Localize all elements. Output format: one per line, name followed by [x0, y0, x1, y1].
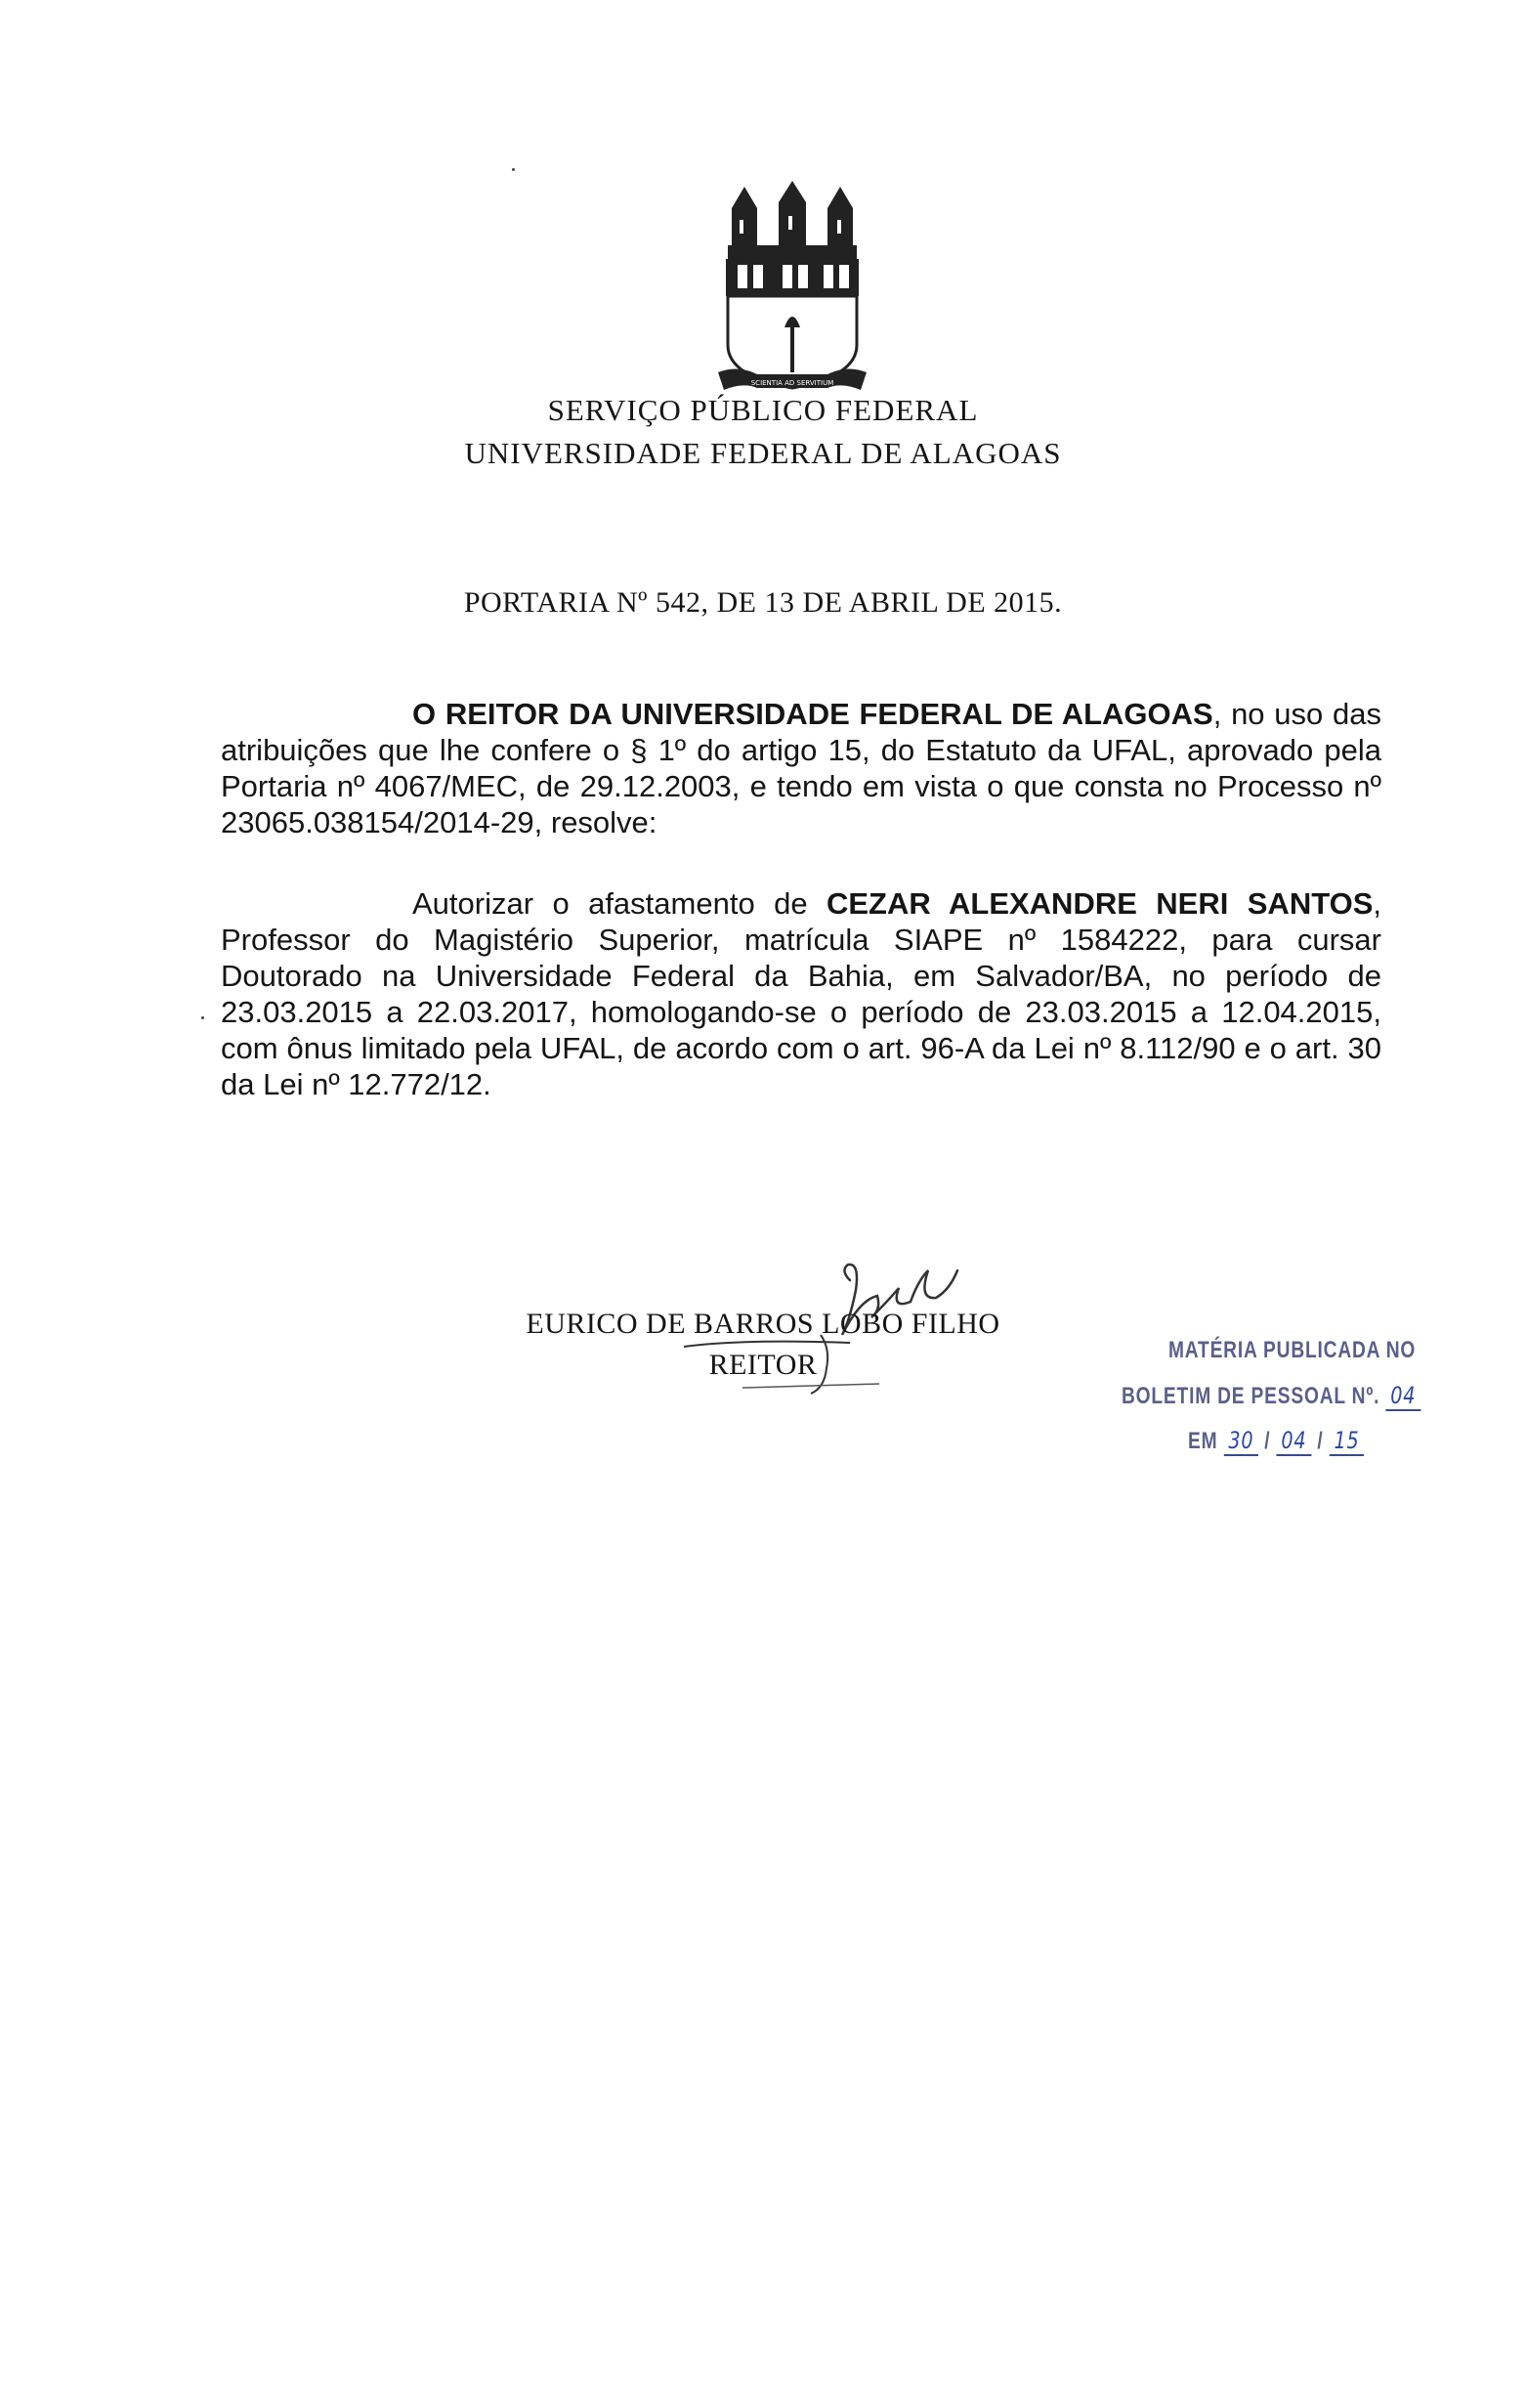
stamp-day: 30	[1224, 1427, 1259, 1456]
scan-speck	[201, 1016, 204, 1019]
reitor-heading: O REITOR DA UNIVERSIDADE FEDERAL DE ALAGOAS	[412, 697, 1213, 731]
stamp-line-3: EM 30 / 04 / 15	[1188, 1427, 1364, 1456]
stamp-line-1: MATÉRIA PUBLICADA NO	[1168, 1337, 1417, 1363]
scan-speck	[512, 168, 515, 171]
ufal-crest-icon	[718, 181, 867, 396]
paragraph-preamble	[221, 696, 1381, 840]
stamp-month: 04	[1277, 1427, 1312, 1456]
publication-stamp	[1122, 1337, 1503, 1484]
servidor-name: CEZAR ALEXANDRE NERI SANTOS	[826, 886, 1374, 921]
portaria-title: PORTARIA Nº 542, DE 13 DE ABRIL DE 2015.	[463, 586, 1063, 619]
stamp-date-label: EM	[1188, 1428, 1218, 1454]
header-line-1: SERVIÇO PÚBLICO FEDERAL	[547, 393, 979, 427]
crest-motto: SCIENTIA AD SERVITIUM	[750, 379, 834, 387]
resolution-text: , Professor do Magistério Superior, matrícula SIAPE nº 1584222, para cursar Doutorado na Universidade Federal da Bahia, em Salvador/BA, no período de 23.03.2015 a 22.03.2017, homologando-se o período de 23.03.2015 a 12.04.2015, com ônus limitado pela UFAL, de acordo com o art. 96-A da Lei nº 8.112/90 e o art. 30 da Lei nº 12.772/12.	[221, 886, 1381, 1101]
resolution-start: Autorizar o afastamento de	[412, 886, 827, 921]
preamble-text: , no uso das atribuições que lhe confere o § 1º do artigo 15, do Estatuto da UFAL, aprovado pela Portaria nº 4067/MEC, de 29.12.2003, e tendo em vista o que consta no Processo nº 23065.038154/2014-29, resolve:	[221, 697, 1381, 839]
stamp-year: 15	[1330, 1427, 1365, 1456]
stamp-boletim-number: 04	[1385, 1382, 1420, 1411]
paragraph-resolution	[221, 885, 1381, 1102]
header-line-2: UNIVERSIDADE FEDERAL DE ALAGOAS	[464, 436, 1062, 470]
stamp-boletim-label: BOLETIM DE PESSOAL Nº.	[1122, 1383, 1380, 1409]
signatory-name: EURICO DE BARROS LOBO FILHO	[526, 1308, 1000, 1340]
signatory-role: REITOR	[708, 1349, 818, 1381]
stamp-line-2	[1122, 1382, 1420, 1411]
